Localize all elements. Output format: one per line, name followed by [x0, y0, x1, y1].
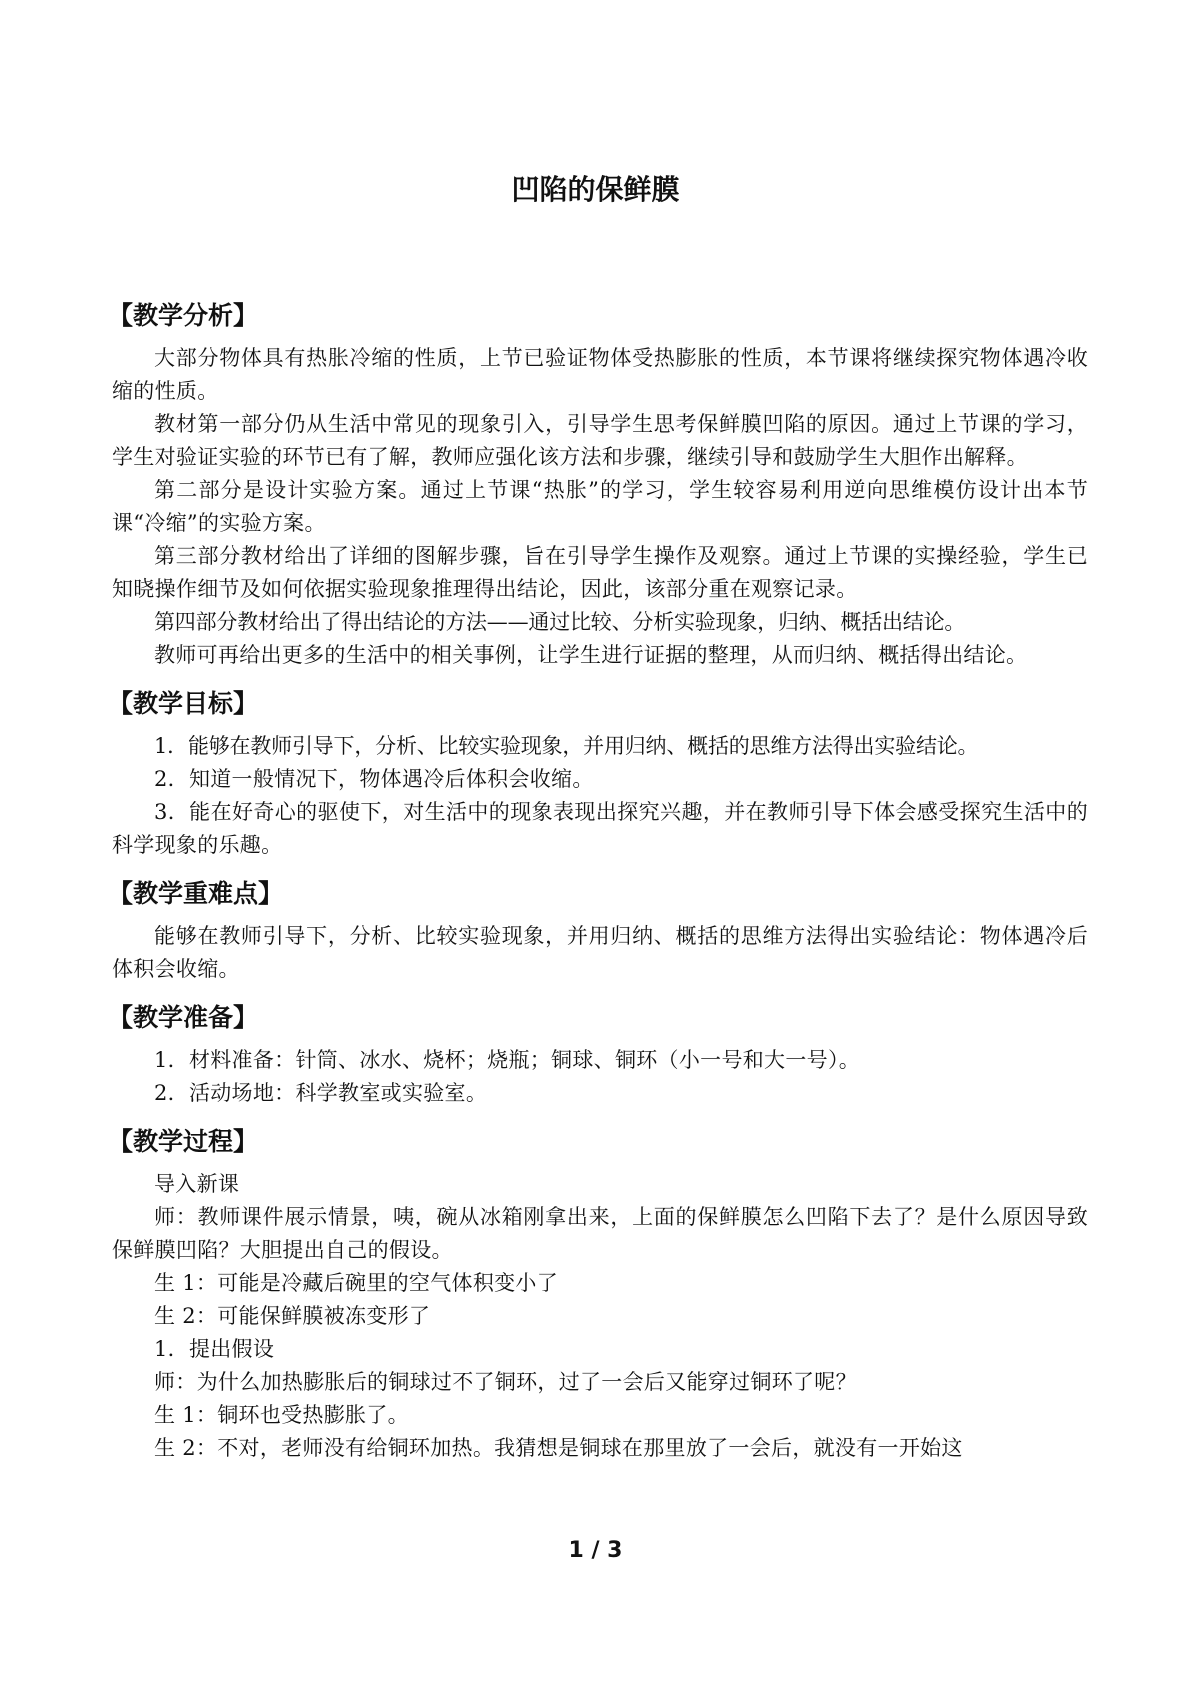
paragraph: 第四部分教材给出了得出结论的方法——通过比较、分析实验现象，归纳、概括出结论。 — [154, 610, 966, 634]
section-heading: 【教学过程】 — [108, 1127, 259, 1156]
section-heading: 【教学准备】 — [108, 1003, 259, 1032]
section-teaching-process — [108, 1124, 1088, 1465]
paragraph: 3．能在好奇心的驱使下，对生活中的现象表现出探究兴趣，并在教师引导下体会感受探究生活中的科学现象的乐趣。 — [112, 800, 1088, 857]
paragraph: 第二部分是设计实验方案。通过上节课“热胀”的学习，学生较容易利用逆向思维模仿设计出本节课“冷缩”的实验方案。 — [112, 478, 1088, 535]
paragraph: 能够在教师引导下，分析、比较实验现象，并用归纳、概括的思维方法得出实验结论：物体遇冷后体积会收缩。 — [112, 924, 1088, 981]
paragraph: 2．活动场地：科学教室或实验室。 — [154, 1081, 488, 1105]
paragraph: 生 1：可能是冷藏后碗里的空气体积变小了 — [154, 1271, 559, 1295]
paragraph: 生 2：可能保鲜膜被冻变形了 — [154, 1304, 431, 1328]
section-heading: 【教学目标】 — [108, 689, 259, 718]
paragraph: 教师可再给出更多的生活中的相关事例，让学生进行证据的整理，从而归纳、概括得出结论。 — [154, 643, 1028, 667]
section-teaching-analysis — [108, 298, 1088, 672]
page-number: 1 / 3 — [568, 1538, 623, 1563]
paragraph: 第三部分教材给出了详细的图解步骤，旨在引导学生操作及观察。通过上节课的实操经验，学生已知晓操作细节及如何依据实验现象推理得出结论，因此，该部分重在观察记录。 — [112, 544, 1088, 601]
paragraph: 1．提出假设 — [154, 1337, 275, 1361]
paragraph: 1．材料准备：针筒、冰水、烧杯；烧瓶；铜球、铜环（小一号和大一号）。 — [154, 1048, 861, 1072]
paragraph: 2．知道一般情况下，物体遇冷后体积会收缩。 — [154, 767, 594, 791]
section-teaching-goals — [108, 686, 1088, 862]
paragraph: 生 1：铜环也受热膨胀了。 — [154, 1403, 409, 1427]
paragraph: 教材第一部分仍从生活中常见的现象引入，引导学生思考保鲜膜凹陷的原因。通过上节课的学习，学生对验证实验的环节已有了解，教师应强化该方法和步骤，继续引导和鼓励学生大胆作出解释。 — [112, 412, 1088, 469]
section-key-points — [108, 876, 1088, 986]
section-preparation — [108, 1000, 1088, 1110]
paragraph: 师：为什么加热膨胀后的铜球过不了铜环，过了一会后又能穿过铜环了呢？ — [154, 1370, 857, 1394]
paragraph: 师：教师课件展示情景，咦，碗从冰箱刚拿出来，上面的保鲜膜怎么凹陷下去了？是什么原因导致保鲜膜凹陷？大胆提出自己的假设。 — [112, 1205, 1088, 1262]
paragraph: 导入新课 — [154, 1172, 240, 1196]
section-heading: 【教学分析】 — [108, 301, 259, 330]
paragraph: 生 2：不对，老师没有给铜环加热。我猜想是铜球在那里放了一会后，就没有一开始这 — [154, 1436, 963, 1460]
document-body — [108, 298, 1088, 1465]
document-title: 凹陷的保鲜膜 — [511, 173, 680, 206]
paragraph: 1．能够在教师引导下，分析、比较实验现象，并用归纳、概括的思维方法得出实验结论。 — [154, 734, 979, 758]
paragraph: 大部分物体具有热胀冷缩的性质，上节已验证物体受热膨胀的性质，本节课将继续探究物体遇冷收缩的性质。 — [112, 346, 1088, 403]
section-heading: 【教学重难点】 — [108, 879, 284, 908]
